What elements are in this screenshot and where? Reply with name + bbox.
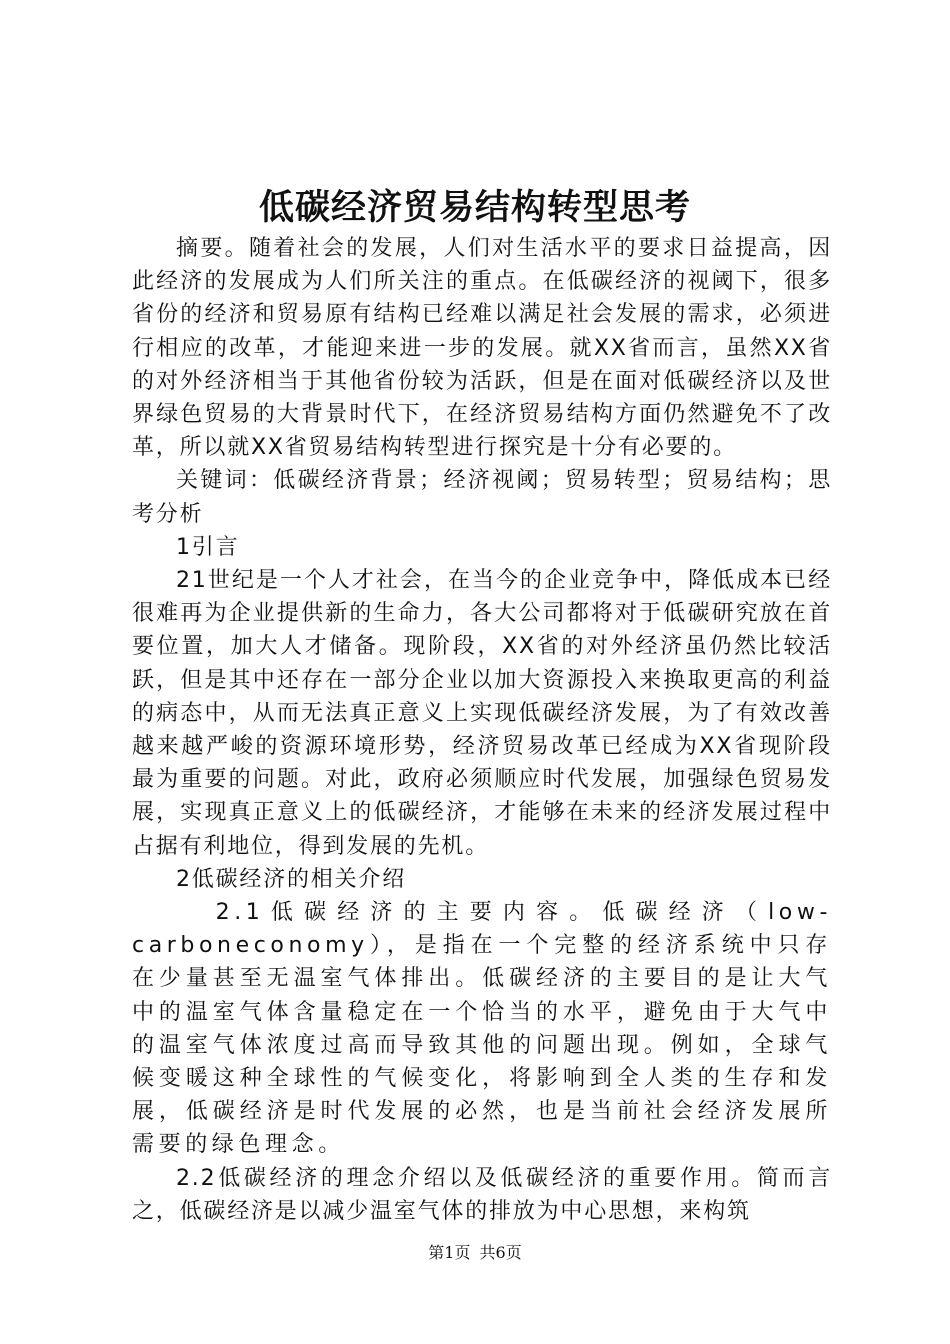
subsection-2-1-paragraph: 2.1低碳经济的主要内容。低碳经济（low-carboneconomy），是指在一个完整的经济系统中只存在少量甚至无温室气体排出。低碳经济的主要目的是让大气中的温室气体含量稳定在一个恰当的水平，避免由于大气中的温室气体浓度过高而导致其他的问题出现。例如，全球气候变暖这种全球性的气候变化，将影响到全人类的生存和发展，低碳经济是时代发展的必然，也是当前社会经济发展所需要的绿色理念。 bbox=[132, 900, 832, 1158]
keywords-paragraph: 关键词：低碳经济背景；经济视阈；贸易转型；贸易结构；思考分析 bbox=[132, 468, 832, 527]
page-footer bbox=[0, 1242, 950, 1264]
section-heading-introduction: 1引言 bbox=[176, 534, 240, 560]
introduction-paragraph: 21世纪是一个人才社会，在当今的企业竞争中，降低成本已经很难再为企业提供新的生命力，各大公司都将对于低碳研究放在首要位置，加大人才储备。现阶段，XX省的对外经济虽仍然比较活跃，但是其中还存在一部分企业以加大资源投入来换取更高的利益的病态中，从而无法真正意义上实现低碳经济发展，为了有效改善越来越严峻的资源环境形势，经济贸易改革已经成为XX省现阶段最为重要的问题。对此，政府必须顺应时代发展，加强绿色贸易发展，实现真正意义上的低碳经济，才能够在未来的经济发展过程中占据有利地位，得到发展的先机。 bbox=[132, 568, 832, 859]
abstract-paragraph: 摘要。随着社会的发展，人们对生活水平的要求日益提高，因此经济的发展成为人们所关注的重点。在低碳经济的视阈下，很多省份的经济和贸易原有结构已经难以满足社会发展的需求，必须进行相应的改革，才能迎来进一步的发展。就XX省而言，虽然XX省的对外经济相当于其他省份较为活跃，但是在面对低碳经济以及世界绿色贸易的大背景时代下，在经济贸易结构方面仍然避免不了改革，所以就XX省贸易结构转型进行探究是十分有必要的。 bbox=[132, 236, 832, 461]
subsection-2-2-paragraph: 2.2低碳经济的理念介绍以及低碳经济的重要作用。简而言之，低碳经济是以减少温室气体的排放为中心思想，来构筑 bbox=[132, 1165, 832, 1224]
document-title: 低碳经济贸易结构转型思考 bbox=[258, 187, 691, 228]
document-body bbox=[132, 232, 832, 1228]
section-heading-low-carbon: 2低碳经济的相关介绍 bbox=[176, 866, 406, 892]
page-total: 共6页 bbox=[479, 1243, 522, 1262]
page-number: 第1页 bbox=[428, 1243, 471, 1262]
